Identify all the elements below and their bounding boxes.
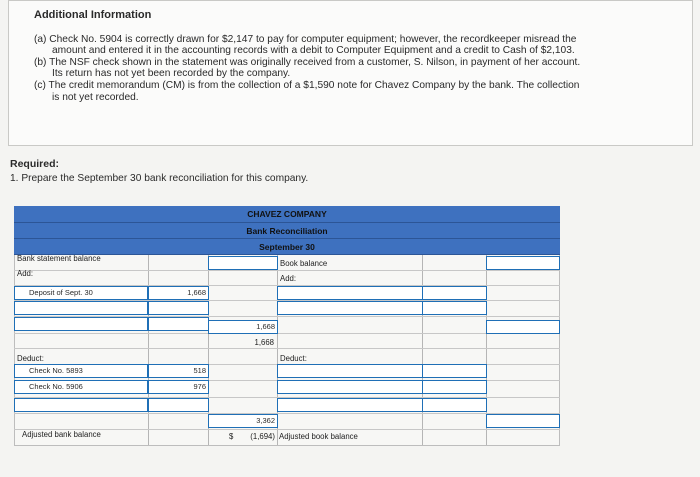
book-deduct-item2-amount-input[interactable] [422,380,487,394]
book-add-total-input[interactable] [486,320,560,334]
bank-deduct-item3-amount-input[interactable] [148,398,209,412]
book-deduct-item2-label-input[interactable] [277,380,423,394]
adjusted-bank-currency: $ [229,432,234,441]
bank-deduct-item3-label-input[interactable] [14,398,148,412]
check-5893-amount-input[interactable]: 518 [148,364,209,378]
book-balance-label: Book balance [280,259,328,268]
info-item-a-line1: (a) Check No. 5904 is correctly drawn for $2,147 to pay for computer equipment; however, the recordkeeper misread the [34,34,577,45]
check-5906-label-input[interactable]: Check No. 5906 [14,380,148,394]
bank-deduct-total-input[interactable]: 3,362 [208,414,278,428]
info-item-a-line2: amount and entered it in the accounting records with a debit to Computer Equipment and a credit to Cash of $2,103. [52,45,575,56]
book-deduct-item3-amount-input[interactable] [422,398,487,412]
bank-add-item2-amount-input[interactable] [148,317,209,331]
book-add-item1-label-input[interactable] [277,286,423,300]
info-title: Additional Information [34,9,152,21]
book-deduct-total-input[interactable] [486,414,560,428]
book-deduct-item3-label-input[interactable] [277,398,423,412]
bank-add-item-label-input[interactable] [14,301,148,315]
info-item-b-line2: Its return has not yet been recorded by the company. [52,68,291,79]
row-divider [14,270,560,271]
bank-add-label: Add: [17,269,34,278]
check-5906-amount-input[interactable]: 976 [148,380,209,394]
col-divider [422,255,423,445]
book-deduct-label: Deduct: [280,354,307,363]
bank-deduct-label: Deduct: [17,354,44,363]
adjusted-book-balance-label: Adjusted book balance [279,432,358,441]
recon-date-header: September 30 [14,239,560,255]
bank-add-item2-label-input[interactable] [14,317,148,331]
check-5893-label-input[interactable]: Check No. 5893 [14,364,148,378]
book-deduct-item1-amount-input[interactable] [422,364,487,378]
bank-balance-input[interactable] [208,256,278,270]
adjusted-bank-balance-label: Adjusted bank balance [22,430,101,439]
deposit-label-input[interactable]: Deposit of Sept. 30 [14,286,148,300]
col-divider [148,255,149,445]
bank-subtotal-input[interactable]: 1,668 [208,320,278,334]
book-add-label: Add: [280,274,297,283]
book-add-item2-amount-input[interactable] [422,301,487,315]
bank-subtotal-value: 1,668 [254,338,274,347]
required-item-1: 1. Prepare the September 30 bank reconciliation for this company. [10,173,309,184]
book-add-item1-amount-input[interactable] [422,286,487,300]
row-divider [14,413,560,414]
adjusted-bank-balance-value: (1,694) [250,432,275,441]
recon-title-header: Bank Reconciliation [14,223,560,239]
bank-add-item-amount-input[interactable] [148,301,209,315]
bank-balance-label: Bank statement balance [17,254,101,263]
row-divider [14,348,560,349]
book-balance-input[interactable] [486,256,560,270]
info-item-c-line1: (c) The credit memorandum (CM) is from the collection of a $1,590 note for Chavez Company by the bank. The collection [34,80,580,91]
recon-company-header: CHAVEZ COMPANY [14,206,560,223]
book-deduct-item1-label-input[interactable] [277,364,423,378]
info-item-b-line1: (b) The NSF check shown in the statement was originally received from a customer, S. Nilson, in payment of her account. [34,57,581,68]
info-item-c-line2: is not yet recorded. [52,92,139,103]
row-divider [14,333,560,334]
deposit-amount-input[interactable]: 1,668 [148,286,209,300]
required-title: Required: [10,158,60,170]
book-add-item2-label-input[interactable] [277,301,423,315]
